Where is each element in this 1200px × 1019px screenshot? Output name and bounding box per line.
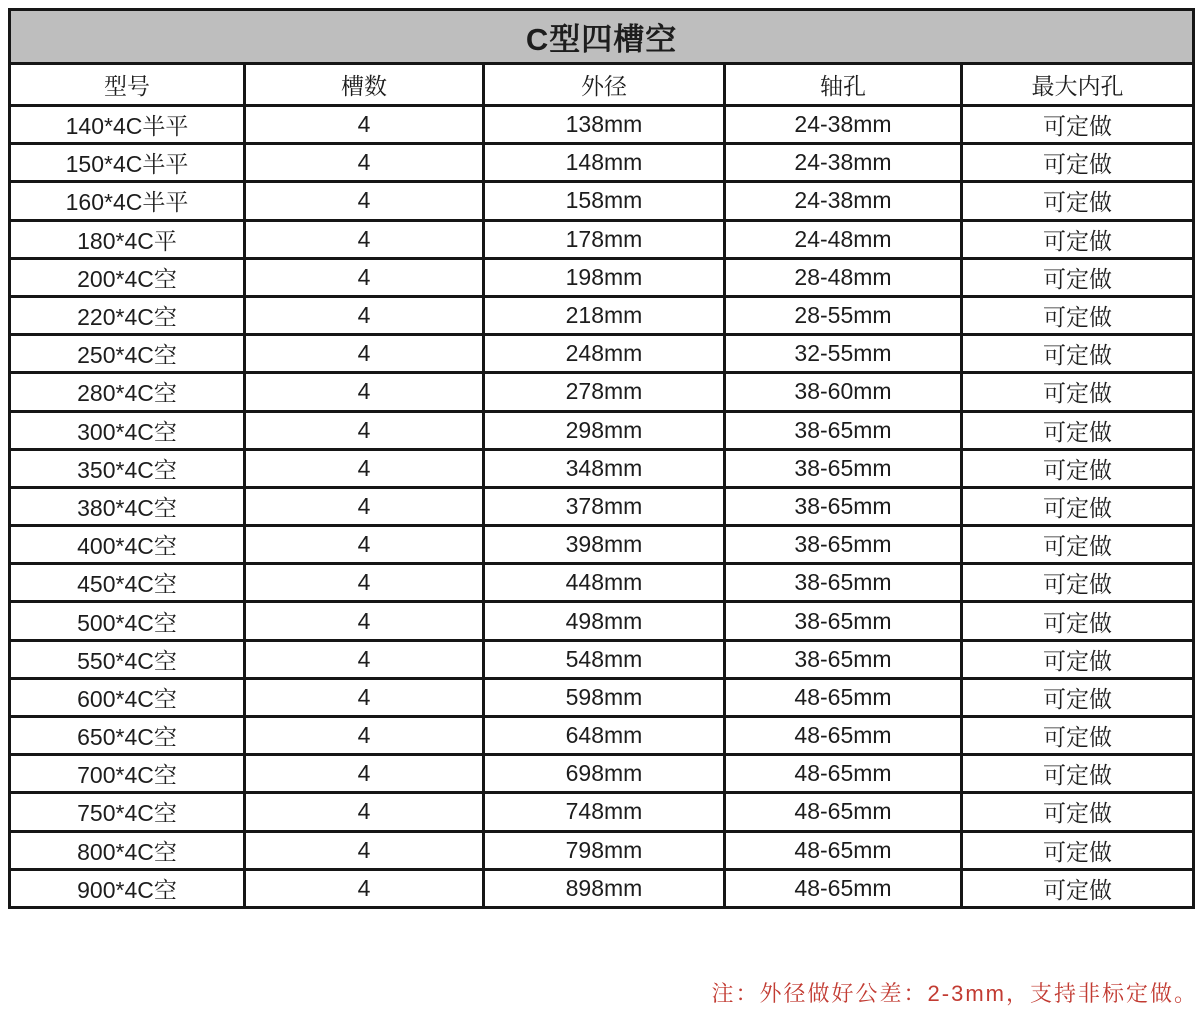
table-cell: 398mm bbox=[484, 526, 725, 564]
table-cell: 4 bbox=[245, 182, 484, 220]
table-row bbox=[10, 640, 1194, 678]
table-cell: 150*4C半平 bbox=[10, 144, 245, 182]
table-cell: 可定做 bbox=[962, 144, 1194, 182]
table-row bbox=[10, 755, 1194, 793]
title-row bbox=[10, 10, 1194, 64]
table-body bbox=[10, 106, 1194, 908]
table-cell: 32-55mm bbox=[725, 335, 962, 373]
table-row bbox=[10, 258, 1194, 296]
table-row bbox=[10, 869, 1194, 907]
table-cell: 4 bbox=[245, 793, 484, 831]
table-cell: 可定做 bbox=[962, 793, 1194, 831]
table-cell: 可定做 bbox=[962, 182, 1194, 220]
table-row bbox=[10, 678, 1194, 716]
table-cell: 550*4C空 bbox=[10, 640, 245, 678]
table-cell: 148mm bbox=[484, 144, 725, 182]
table-cell: 28-55mm bbox=[725, 296, 962, 334]
table-cell: 38-65mm bbox=[725, 449, 962, 487]
table-cell: 可定做 bbox=[962, 678, 1194, 716]
table-cell: 可定做 bbox=[962, 640, 1194, 678]
table-row bbox=[10, 373, 1194, 411]
table-cell: 700*4C空 bbox=[10, 755, 245, 793]
column-header: 最大内孔 bbox=[962, 64, 1194, 106]
table-cell: 200*4C空 bbox=[10, 258, 245, 296]
table-cell: 可定做 bbox=[962, 220, 1194, 258]
table-row bbox=[10, 144, 1194, 182]
table-cell: 4 bbox=[245, 335, 484, 373]
table-cell: 可定做 bbox=[962, 564, 1194, 602]
table-cell: 4 bbox=[245, 106, 484, 144]
table-cell: 48-65mm bbox=[725, 755, 962, 793]
table-cell: 160*4C半平 bbox=[10, 182, 245, 220]
table-cell: 4 bbox=[245, 144, 484, 182]
header-row bbox=[10, 64, 1194, 106]
table-cell: 38-60mm bbox=[725, 373, 962, 411]
table-cell: 798mm bbox=[484, 831, 725, 869]
table-cell: 可定做 bbox=[962, 411, 1194, 449]
table-cell: 可定做 bbox=[962, 335, 1194, 373]
table-row bbox=[10, 717, 1194, 755]
table-cell: 248mm bbox=[484, 335, 725, 373]
table-cell: 548mm bbox=[484, 640, 725, 678]
table-cell: 38-65mm bbox=[725, 640, 962, 678]
table-cell: 可定做 bbox=[962, 869, 1194, 907]
table-cell: 可定做 bbox=[962, 106, 1194, 144]
table-row bbox=[10, 602, 1194, 640]
table-cell: 400*4C空 bbox=[10, 526, 245, 564]
table-row bbox=[10, 182, 1194, 220]
table-cell: 198mm bbox=[484, 258, 725, 296]
table-cell: 38-65mm bbox=[725, 526, 962, 564]
spec-table-container bbox=[8, 8, 1192, 909]
table-cell: 250*4C空 bbox=[10, 335, 245, 373]
table-cell: 可定做 bbox=[962, 526, 1194, 564]
table-cell: 278mm bbox=[484, 373, 725, 411]
table-cell: 可定做 bbox=[962, 602, 1194, 640]
table-cell: 48-65mm bbox=[725, 678, 962, 716]
table-row bbox=[10, 449, 1194, 487]
table-cell: 4 bbox=[245, 602, 484, 640]
table-row bbox=[10, 106, 1194, 144]
column-header: 轴孔 bbox=[725, 64, 962, 106]
table-cell: 4 bbox=[245, 487, 484, 525]
table-cell: 498mm bbox=[484, 602, 725, 640]
table-cell: 900*4C空 bbox=[10, 869, 245, 907]
table-cell: 4 bbox=[245, 449, 484, 487]
table-row bbox=[10, 487, 1194, 525]
table-cell: 4 bbox=[245, 755, 484, 793]
table-cell: 178mm bbox=[484, 220, 725, 258]
table-cell: 4 bbox=[245, 717, 484, 755]
table-cell: 800*4C空 bbox=[10, 831, 245, 869]
table-cell: 4 bbox=[245, 526, 484, 564]
table-cell: 220*4C空 bbox=[10, 296, 245, 334]
table-cell: 48-65mm bbox=[725, 717, 962, 755]
table-cell: 48-65mm bbox=[725, 793, 962, 831]
table-cell: 38-65mm bbox=[725, 487, 962, 525]
table-title: C型四槽空 bbox=[10, 10, 1194, 64]
table-cell: 300*4C空 bbox=[10, 411, 245, 449]
column-header: 型号 bbox=[10, 64, 245, 106]
table-cell: 280*4C空 bbox=[10, 373, 245, 411]
table-cell: 378mm bbox=[484, 487, 725, 525]
table-cell: 4 bbox=[245, 258, 484, 296]
table-cell: 可定做 bbox=[962, 487, 1194, 525]
table-cell: 4 bbox=[245, 831, 484, 869]
table-cell: 可定做 bbox=[962, 296, 1194, 334]
table-cell: 4 bbox=[245, 296, 484, 334]
table-row bbox=[10, 220, 1194, 258]
table-cell: 48-65mm bbox=[725, 869, 962, 907]
table-cell: 可定做 bbox=[962, 258, 1194, 296]
table-cell: 可定做 bbox=[962, 831, 1194, 869]
table-cell: 298mm bbox=[484, 411, 725, 449]
table-cell: 24-38mm bbox=[725, 106, 962, 144]
table-cell: 38-65mm bbox=[725, 411, 962, 449]
table-cell: 4 bbox=[245, 411, 484, 449]
table-cell: 898mm bbox=[484, 869, 725, 907]
table-cell: 448mm bbox=[484, 564, 725, 602]
table-cell: 可定做 bbox=[962, 717, 1194, 755]
table-cell: 28-48mm bbox=[725, 258, 962, 296]
table-cell: 598mm bbox=[484, 678, 725, 716]
table-cell: 698mm bbox=[484, 755, 725, 793]
table-cell: 748mm bbox=[484, 793, 725, 831]
table-cell: 650*4C空 bbox=[10, 717, 245, 755]
table-cell: 348mm bbox=[484, 449, 725, 487]
table-cell: 4 bbox=[245, 564, 484, 602]
table-cell: 450*4C空 bbox=[10, 564, 245, 602]
table-cell: 140*4C半平 bbox=[10, 106, 245, 144]
table-cell: 可定做 bbox=[962, 449, 1194, 487]
table-cell: 4 bbox=[245, 640, 484, 678]
table-cell: 218mm bbox=[484, 296, 725, 334]
table-row bbox=[10, 335, 1194, 373]
table-cell: 138mm bbox=[484, 106, 725, 144]
table-row bbox=[10, 526, 1194, 564]
table-row bbox=[10, 793, 1194, 831]
table-cell: 24-48mm bbox=[725, 220, 962, 258]
table-cell: 38-65mm bbox=[725, 602, 962, 640]
table-cell: 24-38mm bbox=[725, 182, 962, 220]
table-cell: 750*4C空 bbox=[10, 793, 245, 831]
table-cell: 158mm bbox=[484, 182, 725, 220]
table-cell: 4 bbox=[245, 373, 484, 411]
column-header: 槽数 bbox=[245, 64, 484, 106]
table-row bbox=[10, 564, 1194, 602]
column-header: 外径 bbox=[484, 64, 725, 106]
footnote: 注：外径做好公差：2-3mm，支持非标定做。 bbox=[711, 981, 1198, 1006]
spec-table bbox=[8, 8, 1195, 909]
table-cell: 38-65mm bbox=[725, 564, 962, 602]
table-cell: 350*4C空 bbox=[10, 449, 245, 487]
table-cell: 4 bbox=[245, 869, 484, 907]
table-cell: 可定做 bbox=[962, 755, 1194, 793]
table-cell: 4 bbox=[245, 220, 484, 258]
table-cell: 48-65mm bbox=[725, 831, 962, 869]
table-row bbox=[10, 411, 1194, 449]
table-cell: 24-38mm bbox=[725, 144, 962, 182]
table-row bbox=[10, 831, 1194, 869]
table-cell: 4 bbox=[245, 678, 484, 716]
table-cell: 380*4C空 bbox=[10, 487, 245, 525]
table-cell: 180*4C平 bbox=[10, 220, 245, 258]
table-cell: 500*4C空 bbox=[10, 602, 245, 640]
table-cell: 648mm bbox=[484, 717, 725, 755]
table-cell: 可定做 bbox=[962, 373, 1194, 411]
table-row bbox=[10, 296, 1194, 334]
table-cell: 600*4C空 bbox=[10, 678, 245, 716]
